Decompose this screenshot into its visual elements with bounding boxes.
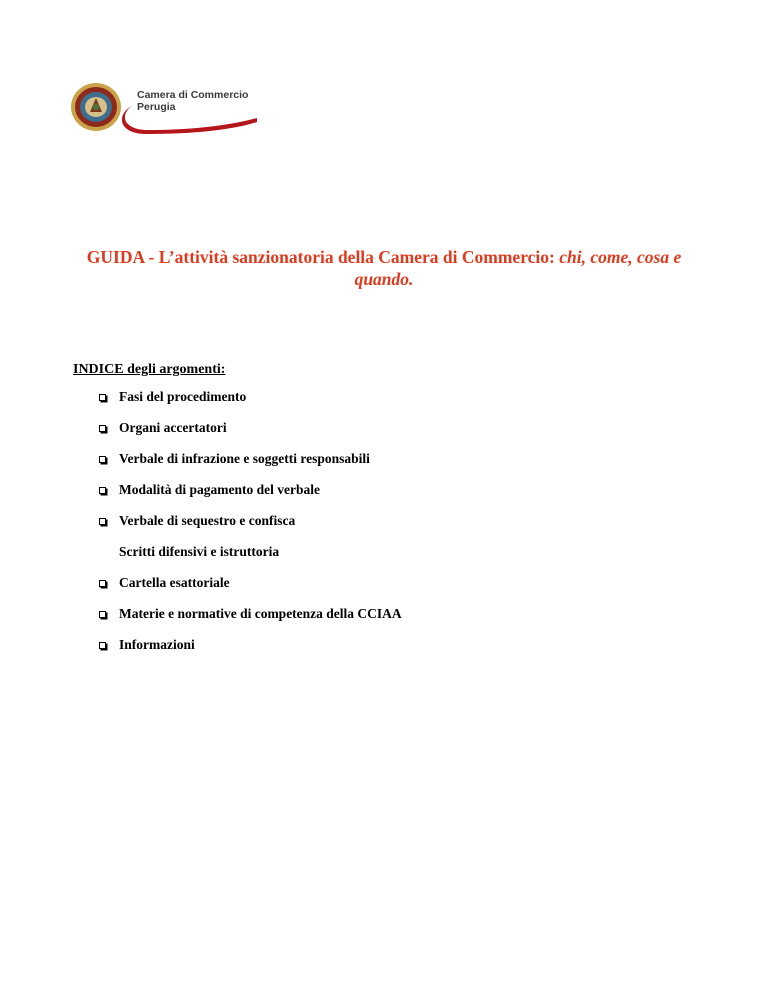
index-item-label: Modalità di pagamento del verbale: [119, 482, 320, 497]
checkbox-bullet-icon: [99, 456, 106, 463]
seal-emblem-icon: [70, 82, 122, 132]
checkbox-bullet-icon: [99, 642, 106, 649]
index-item-label: Organi accertatori: [119, 420, 227, 435]
logo-line-2: Perugia: [137, 101, 176, 113]
logo-text: [137, 89, 248, 113]
checkbox-bullet-icon: [99, 425, 106, 432]
chamber-of-commerce-logo: [70, 80, 260, 134]
index-item-label: Materie e normative di competenza della CCIAA: [119, 606, 402, 621]
checkbox-bullet-icon: [99, 394, 106, 401]
index-item-label: Fasi del procedimento: [119, 389, 247, 404]
index-item-label: Cartella esattoriale: [119, 575, 230, 590]
logo-line-1: Camera di Commercio: [137, 89, 249, 101]
title-main: GUIDA - L’attività sanzionatoria della Camera di Commercio:: [86, 247, 560, 267]
index-item-label: Scritti difensivi e istruttoria: [119, 544, 280, 559]
checkbox-bullet-icon: [99, 611, 106, 618]
index-item-label: Informazioni: [119, 637, 195, 652]
checkbox-bullet-icon: [99, 487, 106, 494]
checkbox-bullet-icon: [99, 518, 106, 525]
title-italic: chi, come, cosa e quando.: [354, 247, 682, 289]
index-heading: INDICE degli argomenti:: [73, 362, 226, 377]
page-title: [60, 246, 708, 290]
checkbox-bullet-icon: [99, 580, 106, 587]
index-item-label: Verbale di sequestro e confisca: [119, 513, 296, 528]
index-item-label: Verbale di infrazione e soggetti responsabili: [119, 451, 370, 466]
